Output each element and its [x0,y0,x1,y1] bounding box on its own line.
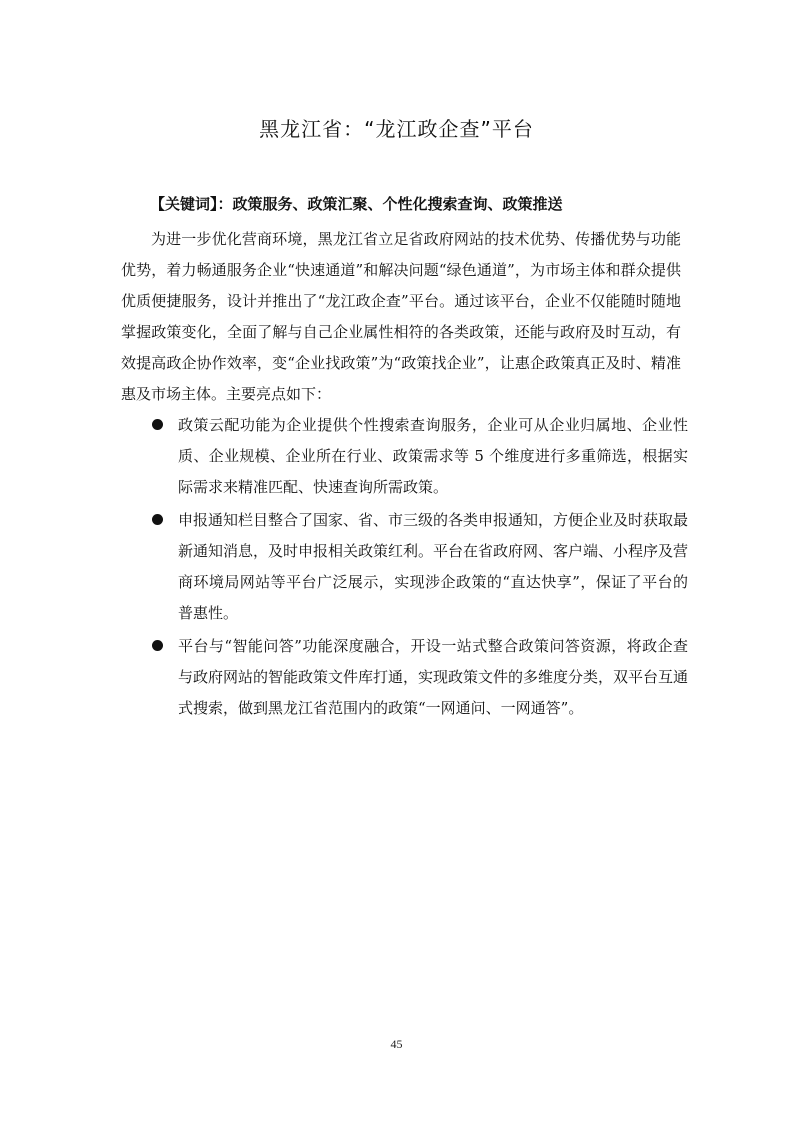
bullet-icon [152,514,163,525]
highlights-list [148,410,688,724]
list-item-text: 平台与“智能问答”功能深度融合，开设一站式整合政策问答资源，将政企查与政府网站的智能政策文件库打通，实现政策文件的多维度分类，双平台互通式搜索，做到黑龙江省范围内的政策“一网通问、一网通答”。 [178,637,689,717]
list-item [148,410,688,503]
keywords-line: 【关键词】：政策服务、政策汇聚、个性化搜索查询、政策推送 [150,195,563,213]
bullet-icon [152,640,163,651]
intro-paragraph: 为进一步优化营商环境，黑龙江省立足省政府网站的技术优势、传播优势与功能优势，着力畅通服务企业“快速通道”和解决问题“绿色通道”，为市场主体和群众提供优质便捷服务，设计并推出了“龙江政企查”平台。通过该平台，企业不仅能随时随地掌握政策变化，全面了解与自己企业属性相符的各类政策，还能与政府及时互动，有效提高政企协作效率，变“企业找政策”为“政策找企业”，让惠企政策真正及时、精准惠及市场主体。主要亮点如下： [121,230,681,403]
list-item [148,631,688,724]
bullet-icon [152,419,163,430]
page-title: 黑龙江省：“龙江政企查”平台 [259,117,534,141]
list-item [148,505,688,629]
list-item-text: 政策云配功能为企业提供个性搜索查询服务，企业可从企业归属地、企业性质、企业规模、企业所在行业、政策需求等 5 个维度进行多重筛选，根据实际需求来精准匹配、快速查询所需政策。 [178,416,688,496]
page-number: 45 [390,1037,403,1051]
list-item-text: 申报通知栏目整合了国家、省、市三级的各类申报通知，方便企业及时获取最新通知消息，及时申报相关政策红利。平台在省政府网、客户端、小程序及营商环境局网站等平台广泛展示，实现涉企政策的“直达快享”，保证了平台的普惠性。 [178,511,689,622]
